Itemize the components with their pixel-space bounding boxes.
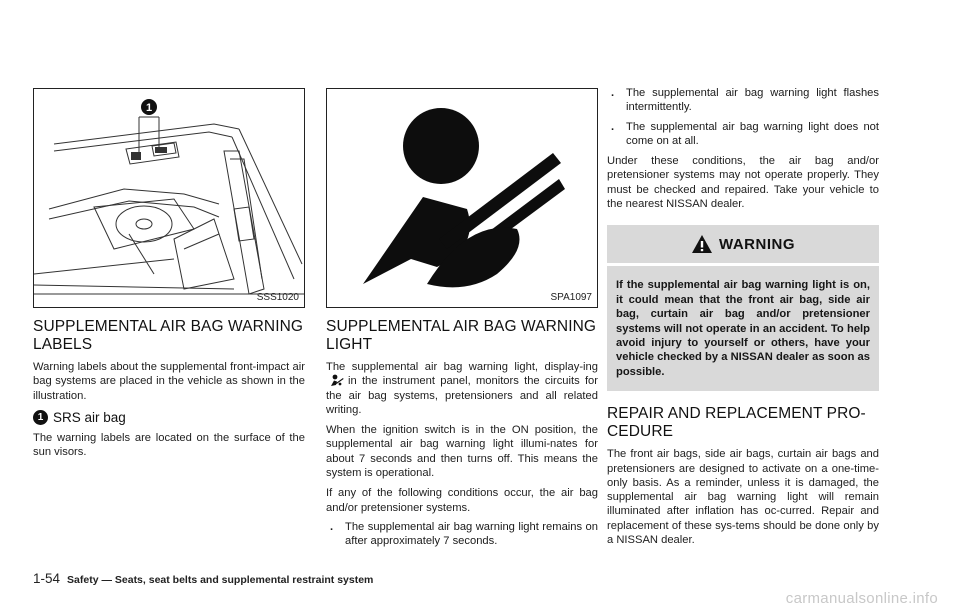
figure-code: SPA1097 (550, 292, 592, 303)
paragraph: When the ignition switch is in the ON position, the supplemental air bag warning light illumi-nates for about 7 seconds and then turns off. This means the system is operational. (326, 424, 598, 480)
section-heading-repair: REPAIR AND REPLACEMENT PRO-CEDURE (607, 405, 866, 441)
figure-callout-number: 1 (145, 102, 153, 114)
paragraph: The front air bags, side air bags, curtain air bags and pretensioners are designed to activate on a one-time-only basis. As a reminder, unless it is damaged, the supplemental air bag warning light will remain illuminated after inflation has oc-curred. Repair and replacement of these sys-tems should be done only by a NISSAN dealer. (607, 448, 879, 546)
callout-number-icon: 1 (33, 410, 48, 425)
figure-code: SSS1020 (256, 292, 299, 303)
paragraph: If any of the following conditions occur, the air bag and/or pretensioner systems. (326, 487, 598, 514)
column-middle (326, 88, 598, 549)
warning-triangle-icon (691, 234, 713, 254)
watermark: carmanualsonline.info (785, 590, 938, 607)
airbag-warning-light-icon (329, 374, 345, 386)
car-interior-illustration (34, 89, 305, 308)
page-footer (33, 571, 373, 586)
callout-item (33, 410, 305, 425)
figure-sun-visor-labels (33, 88, 305, 308)
warning-box (607, 225, 879, 391)
list-item: . The supplemental air bag warning light remains on after approximately 7 seconds. (330, 520, 598, 548)
section-heading-warning-labels: SUPPLEMENTAL AIR BAG WARNING LABELS (33, 318, 304, 353)
figure-airbag-symbol (326, 88, 598, 308)
warning-header (607, 225, 879, 263)
warning-text: If the supplemental air bag warning light is on, it could mean that the front air bag, side air bag, curtain air bag and/or pretensioner systems will not operate in an accident. To help avoid injury to yourself or others, have your vehicle checked by a NISSAN dealer as soon as possible. (607, 266, 879, 391)
chapter-title: Safety — Seats, seat belts and supplemental restraint system (67, 574, 374, 586)
condition-list-continued (607, 86, 879, 148)
paragraph: Under these conditions, the air bag and/or pretensioner systems may not operate properly. They must be checked and repaired. Take your vehicle to the nearest NISSAN dealer. (607, 155, 879, 211)
warning-title: WARNING (719, 235, 795, 253)
section-heading-warning-light: SUPPLEMENTAL AIR BAG WARNING LIGHT (326, 318, 597, 353)
callout-item-label: SRS air bag (53, 409, 126, 425)
condition-list (326, 520, 598, 549)
paragraph: The supplemental air bag warning light, display-ingin the instrument panel, monitors the circuits for the air bag systems, pretensioners and all related writing. (326, 361, 598, 416)
column-left (33, 88, 305, 459)
paragraph: The warning labels are located on the surface of the sun visors. (33, 431, 305, 459)
list-item: . The supplemental air bag warning light does not come on at all. (611, 120, 879, 147)
column-right (607, 86, 879, 547)
page-number: 1-54 (33, 571, 61, 586)
list-item: . The supplemental air bag warning light flashes intermittently. (611, 87, 879, 114)
airbag-warning-symbol-icon (327, 89, 598, 308)
paragraph: Warning labels about the supplemental front-impact air bag systems are placed in the vehicle as shown in the illustration. (33, 361, 305, 402)
